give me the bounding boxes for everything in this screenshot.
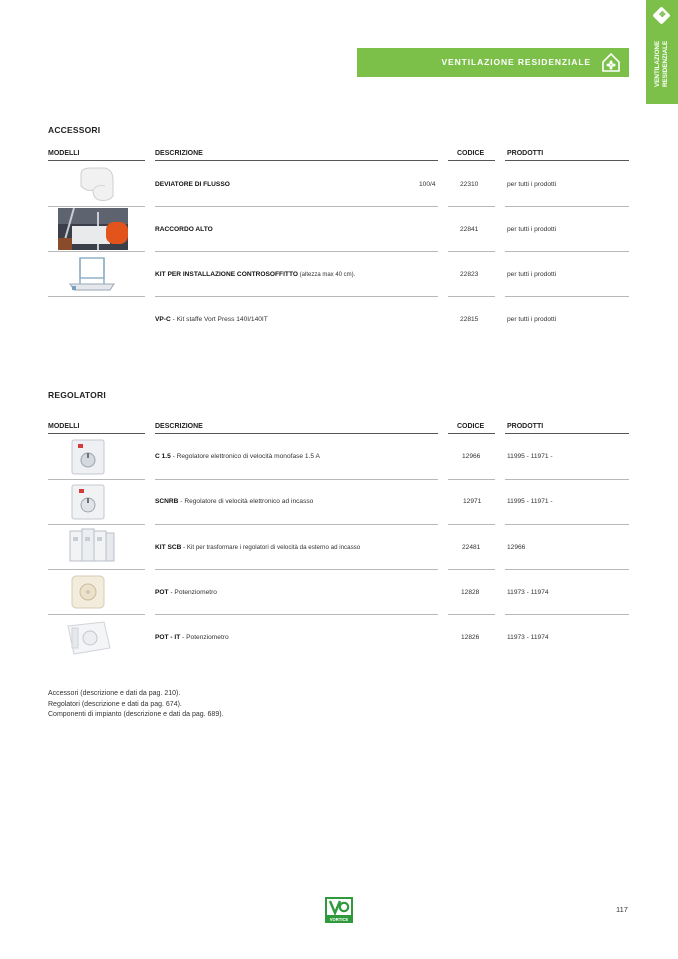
potentiometer-it-image (64, 618, 112, 658)
row-divider (505, 296, 629, 297)
row-divider (48, 251, 145, 252)
side-tab: ✥ VENTILAZIONE RESIDENZIALE (646, 0, 678, 104)
table-row-code: 22310 (460, 181, 479, 188)
table-row-extra: 100/4 (419, 181, 436, 188)
potentiometer-image (70, 574, 106, 610)
row-divider (448, 206, 495, 207)
col-prodotti: PRODOTTI (507, 150, 544, 157)
col-codice: CODICE (457, 150, 485, 157)
col-descrizione: DESCRIZIONE (155, 423, 203, 430)
table-row-name: KIT SCB - Kit per trasformare i regolatori di velocità da esterno ad incasso (155, 544, 361, 551)
table-row-code: 22815 (460, 316, 479, 323)
table-row-name: KIT PER INSTALLAZIONE CONTROSOFFITTO (altezza max 40 cm). (155, 271, 356, 278)
col-modelli: MODELLI (48, 150, 80, 157)
col-modelli: MODELLI (48, 423, 80, 430)
table-row-name: SCNRB - Regolatore di velocità elettronico ad incasso (155, 498, 314, 505)
row-divider (505, 206, 629, 207)
notes (48, 689, 224, 721)
table-row-products: per tutti i prodotti (507, 226, 557, 233)
row-divider (448, 251, 495, 252)
table-row-products: 11995 - 11971 - (507, 498, 553, 505)
row-divider (48, 614, 145, 615)
table-row-name: POT - Potenziometro (155, 589, 217, 596)
header-rule (155, 160, 438, 161)
vortice-logo (325, 897, 353, 923)
row-divider (448, 296, 495, 297)
accessori-title: ACCESSORI (48, 125, 101, 135)
table-row-name: VP-C - Kit staffe Vort Press 140I/140IT (155, 316, 268, 323)
table-row-code: 12826 (461, 634, 480, 641)
header-rule (448, 160, 495, 161)
note-line: Componenti di impianto (descrizione e dati da pag. 689). (48, 711, 224, 718)
row-divider (48, 296, 145, 297)
table-row-name: C 1.5 - Regolatore elettronico di velocità monofase 1.5 A (155, 453, 320, 460)
row-divider (448, 524, 495, 525)
row-divider (155, 296, 438, 297)
high-fitting-image (58, 208, 128, 250)
row-divider (448, 569, 495, 570)
flush-controller-image (70, 483, 106, 521)
side-tab-line2: RESIDENZIALE (662, 40, 669, 88)
row-divider (448, 479, 495, 480)
table-row-products: per tutti i prodotti (507, 181, 557, 188)
row-divider (155, 524, 438, 525)
col-codice: CODICE (457, 423, 485, 430)
page-number: 117 (616, 905, 628, 914)
table-row-code: 12828 (461, 589, 480, 596)
house-fan-icon (601, 52, 621, 73)
header-rule (448, 433, 495, 434)
table-row-products: per tutti i prodotti (507, 271, 557, 278)
row-divider (155, 479, 438, 480)
note-line: Regolatori (descrizione e dati da pag. 674). (48, 700, 182, 708)
table-row-products: 11973 - 11974 (507, 634, 549, 641)
row-divider (505, 479, 629, 480)
row-divider (155, 206, 438, 207)
row-divider (155, 614, 438, 615)
table-row-products: 12966 (507, 544, 526, 551)
table-row-products: 11995 - 11971 - (507, 453, 553, 460)
ceiling-kit-image (68, 256, 116, 292)
row-divider (505, 614, 629, 615)
row-divider (155, 251, 438, 252)
table-row-name: DEVIATORE DI FLUSSO (155, 181, 230, 188)
table-row-name: POT - IT - Potenziometro (155, 634, 229, 641)
side-tab-line1: VENTILAZIONE (654, 40, 661, 88)
side-tab-label (646, 28, 678, 100)
header-rule (48, 433, 145, 434)
row-divider (48, 206, 145, 207)
header-rule (505, 160, 629, 161)
table-row-products: per tutti i prodotti (507, 316, 557, 323)
table-row-name: RACCORDO ALTO (155, 226, 213, 233)
table-row-code: 22823 (460, 271, 479, 278)
header-rule (48, 160, 145, 161)
table-row-code: 22481 (462, 544, 481, 551)
table-row-products: 11973 - 11974 (507, 589, 549, 596)
row-divider (505, 524, 629, 525)
table-row-code: 12971 (463, 498, 482, 505)
row-divider (48, 569, 145, 570)
note-line: Accessori (descrizione e dati da pag. 210). (48, 690, 181, 697)
header-rule (155, 433, 438, 434)
row-divider (155, 569, 438, 570)
row-divider (448, 614, 495, 615)
regolatori-title: REGOLATORI (48, 390, 106, 400)
row-divider (505, 569, 629, 570)
row-divider (48, 479, 145, 480)
table-row-code: 12966 (462, 453, 481, 460)
header-rule (505, 433, 629, 434)
row-divider (48, 524, 145, 525)
svg-text:VORTICE: VORTICE (329, 917, 349, 922)
flow-diverter-image (75, 166, 119, 204)
row-divider (505, 251, 629, 252)
col-descrizione: DESCRIZIONE (155, 150, 203, 157)
speed-controller-image (70, 438, 106, 476)
col-prodotti: PRODOTTI (507, 423, 544, 430)
section-header-title: VENTILAZIONE RESIDENZIALE (441, 57, 591, 67)
table-row-code: 22841 (460, 226, 479, 233)
section-header (357, 48, 629, 77)
scb-kit-image (68, 527, 116, 567)
